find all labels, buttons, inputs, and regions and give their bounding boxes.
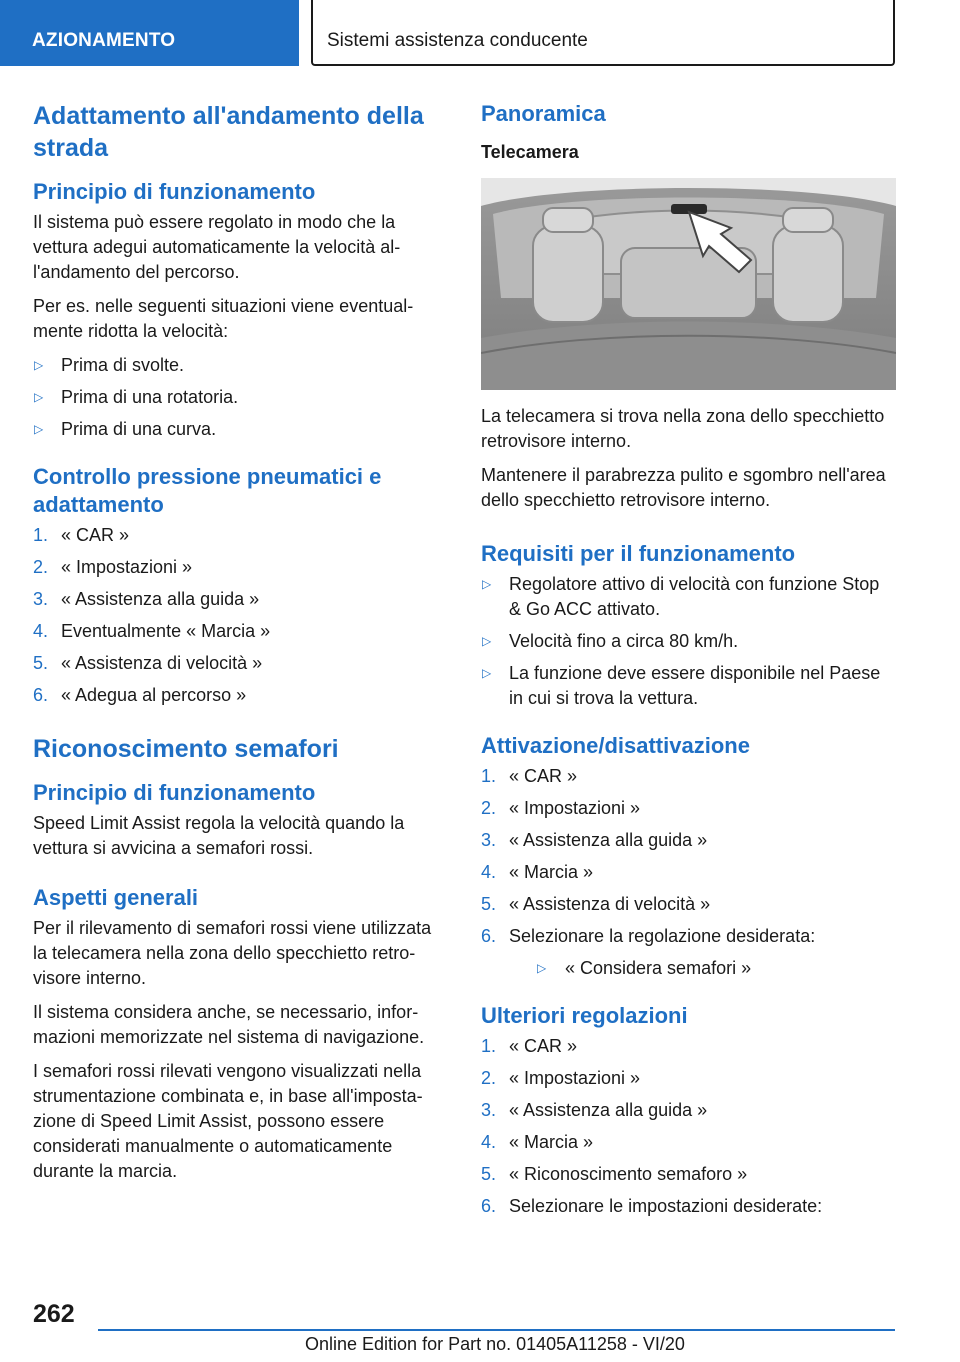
list-item: 4. « Marcia » — [481, 1132, 594, 1152]
paragraph: Speed Limit Assist regola la velocità quando la vettura si avvicina a semafori rossi. — [33, 813, 405, 858]
footer-rule — [98, 1329, 895, 1331]
sub-bullet-list — [537, 956, 896, 981]
steps-list — [481, 1034, 896, 1219]
paragraph: Il sistema può essere regolato in modo che la vettura adegui automaticamente la velocità all'andamento del percorso. — [33, 212, 401, 282]
list-item: ▷ Prima di una curva. — [33, 417, 448, 442]
heading-requirements: Requisiti per il funzionamento — [481, 541, 796, 566]
list-item: ▷ Prima di svolte. — [33, 353, 448, 378]
heading-overview: Panoramica — [481, 101, 606, 126]
heading-principle-2: Principio di funzionamento — [33, 780, 316, 805]
triangle-bullet-icon: ▷ — [34, 390, 44, 404]
chapter-box — [311, 0, 895, 66]
bullet-list — [481, 572, 896, 711]
paragraph: Mantenere il parabrezza pulito e sgombro nell'area dello specchietto retrovisore interno. — [481, 465, 886, 510]
list-item: 5. « Assistenza di velocità » — [481, 894, 711, 914]
list-item: 1. « CAR » — [481, 766, 578, 786]
chapter-title: Sistemi assistenza conducente — [327, 30, 588, 51]
section-heading-traffic-lights: Riconoscimento semafori — [33, 735, 339, 763]
list-item: 5. « Riconoscimento semaforo » — [481, 1164, 748, 1184]
list-item: 6. Selezionare le impostazioni desiderate: — [481, 1196, 823, 1216]
list-item: ▷ La funzione deve essere disponibile nel Paese in cui si trova la vettura. — [482, 663, 881, 708]
list-item: 6. Selezionare la regolazione desiderata: ▷ « Considera semafori » — [481, 924, 896, 981]
heading-tyre-pressure: Controllo pressione pneumatici e adattamento — [33, 464, 382, 517]
heading-principle-1: Principio di funzionamento — [33, 179, 316, 204]
triangle-bullet-icon: ▷ — [482, 634, 492, 648]
paragraph: Per il rilevamento di semafori rossi viene utilizzata la telecamera nella zona dello specchietto retrovisore interno. — [33, 918, 432, 988]
triangle-bullet-icon: ▷ — [482, 577, 492, 591]
list-item: 2. « Impostazioni » — [481, 798, 641, 818]
list-item: 2. « Impostazioni » — [481, 1068, 641, 1088]
list-item: ▷ « Considera semafori » — [537, 956, 896, 981]
edition-info: Online Edition for Part no. 01405A11258 - VI/20 — [305, 1334, 685, 1354]
subheading-camera: Telecamera — [481, 142, 579, 162]
triangle-bullet-icon: ▷ — [537, 961, 547, 975]
heading-activation: Attivazione/disattivazione — [481, 733, 750, 758]
paragraph: La telecamera si trova nella zona dello specchietto retrovisore interno. — [481, 406, 885, 451]
list-item: 3. « Assistenza alla guida » — [33, 589, 260, 609]
list-item: 5. « Assistenza di velocità » — [33, 653, 263, 673]
page-number: 262 — [33, 1300, 75, 1328]
list-item: 4. Eventualmente « Marcia » — [33, 621, 271, 641]
bullet-list — [33, 353, 448, 442]
list-item: 6. « Adegua al percorso » — [33, 685, 247, 705]
heading-general-aspects: Aspetti generali — [33, 885, 199, 910]
camera-location-illustration — [481, 178, 896, 390]
list-item: ▷ Prima di una rotatoria. — [33, 385, 448, 410]
steps-list — [481, 764, 896, 981]
triangle-bullet-icon: ▷ — [34, 422, 44, 436]
list-item: ▷ Regolatore attivo di velocità con funzione Stop & Go ACC attivato. — [482, 574, 880, 619]
section-title: AZIONAMENTO — [32, 30, 176, 51]
list-item: ▷ Velocità fino a circa 80 km/h. — [481, 629, 896, 654]
list-item: 3. « Assistenza alla guida » — [481, 1100, 708, 1120]
list-item: 1. « CAR » — [33, 525, 130, 545]
left-column — [33, 100, 448, 1193]
list-item: 2. « Impostazioni » — [33, 557, 193, 577]
paragraph: Per es. nelle seguenti situazioni viene eventualmente ridotta la velocità: — [33, 296, 414, 341]
steps-list — [33, 523, 448, 708]
triangle-bullet-icon: ▷ — [34, 358, 44, 372]
section-tab — [0, 0, 299, 66]
section-heading-road-adaptation: Adattamento all'andamento della strada — [33, 102, 424, 162]
paragraph: I semafori rossi rilevati vengono visualizzati nella strumentazione combinata e, in base all'impostazione di Speed Limit Assist, possono essere considerati manualmente o automaticamente durante la marcia. — [33, 1061, 423, 1181]
paragraph: Il sistema considera anche, se necessario, informazioni memorizzate nel sistema di navigazione. — [33, 1002, 425, 1047]
right-column — [481, 100, 896, 1226]
list-item: 4. « Marcia » — [481, 862, 594, 882]
list-item: 1. « CAR » — [481, 1036, 578, 1056]
list-item: 3. « Assistenza alla guida » — [481, 830, 708, 850]
triangle-bullet-icon: ▷ — [482, 666, 492, 680]
heading-more-settings: Ulteriori regolazioni — [481, 1003, 688, 1028]
